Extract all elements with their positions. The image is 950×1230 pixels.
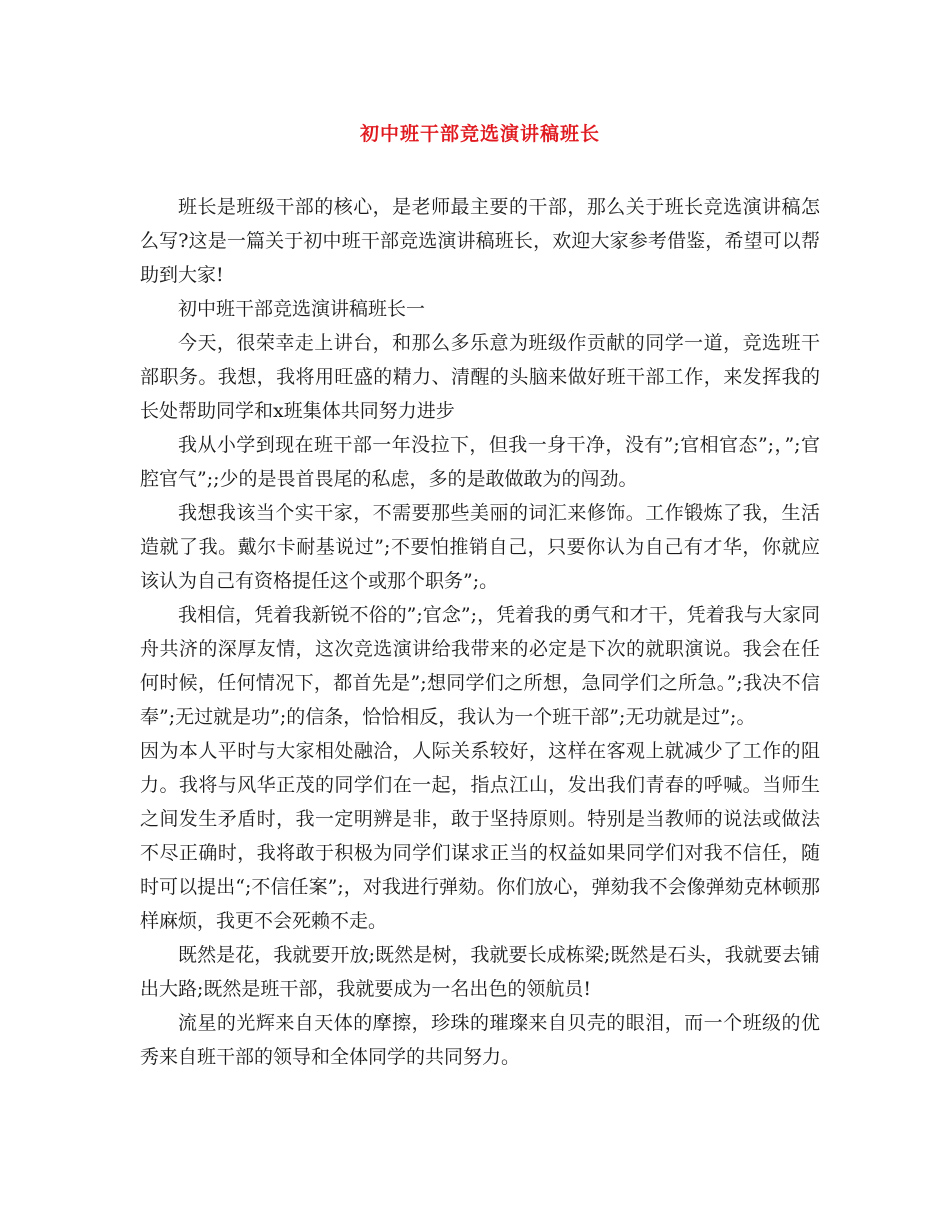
body-paragraph: 我想我该当个实干家，不需要那些美丽的词汇来修饰。工作锻炼了我，生活造就了我。戴尔卡耐基说过”;不要怕推销自己，只要你认为自己有才华，你就应该认为自己有资格提任这个或那个职务”;。 xyxy=(140,502,820,592)
document-title: 初中班干部竞选演讲稿班长 xyxy=(359,123,600,145)
document-page xyxy=(140,118,820,1074)
body-paragraph: 今天，很荣幸走上讲台，和那么多乐意为班级作贡献的同学一道，竞选班干部职务。我想，我将用旺盛的精力、清醒的头脑来做好班干部工作，来发挥我的长处帮助同学和x班集体共同努力进步 xyxy=(140,332,820,422)
section-heading: 初中班干部竞选演讲稿班长一 xyxy=(178,298,426,320)
body-paragraph: 我从小学到现在班干部一年没拉下，但我一身干净，没有”;官相官态”;，”;官腔官气”;;少的是畏首畏尾的私虑，多的是敢做敢为的闯劲。 xyxy=(140,434,820,490)
intro-paragraph: 班长是班级干部的核心，是老师最主要的干部，那么关于班长竞选演讲稿怎么写?这是一篇关于初中班干部竞选演讲稿班长，欢迎大家参考借鉴，希望可以帮助到大家! xyxy=(140,196,820,286)
body-paragraph: 因为本人平时与大家相处融洽，人际关系较好，这样在客观上就减少了工作的阻力。我将与风华正茂的同学们在一起，指点江山，发出我们青春的呼喊。当师生之间发生矛盾时，我一定明辨是非，敢于坚持原则。特别是当教师的说法或做法不尽正确时，我将敢于积极为同学们谋求正当的权益如果同学们对我不信任，随时可以提出“;不信任案”;，对我进行弹劾。你们放心，弹劾我不会像弹劾克林顿那样麻烦，我更不会死赖不走。 xyxy=(140,740,820,932)
body-paragraph: 既然是花，我就要开放;既然是树，我就要长成栋梁;既然是石头，我就要去铺出大路;既然是班干部，我就要成为一名出色的领航员! xyxy=(140,944,820,1000)
closing-paragraph: 流星的光辉来自天体的摩擦，珍珠的璀璨来自贝壳的眼泪，而一个班级的优秀来自班干部的领导和全体同学的共同努力。 xyxy=(140,1012,820,1068)
body-paragraph: 我相信，凭着我新锐不俗的”;官念”;，凭着我的勇气和才干，凭着我与大家同舟共济的深厚友情，这次竞选演讲给我带来的必定是下次的就职演说。我会在任何时候，任何情况下，都首先是”;想同学们之所想，急同学们之所急。”;我决不信奉”;无过就是功”;的信条，恰恰相反，我认为一个班干部”;无功就是过”;。 xyxy=(140,604,820,728)
